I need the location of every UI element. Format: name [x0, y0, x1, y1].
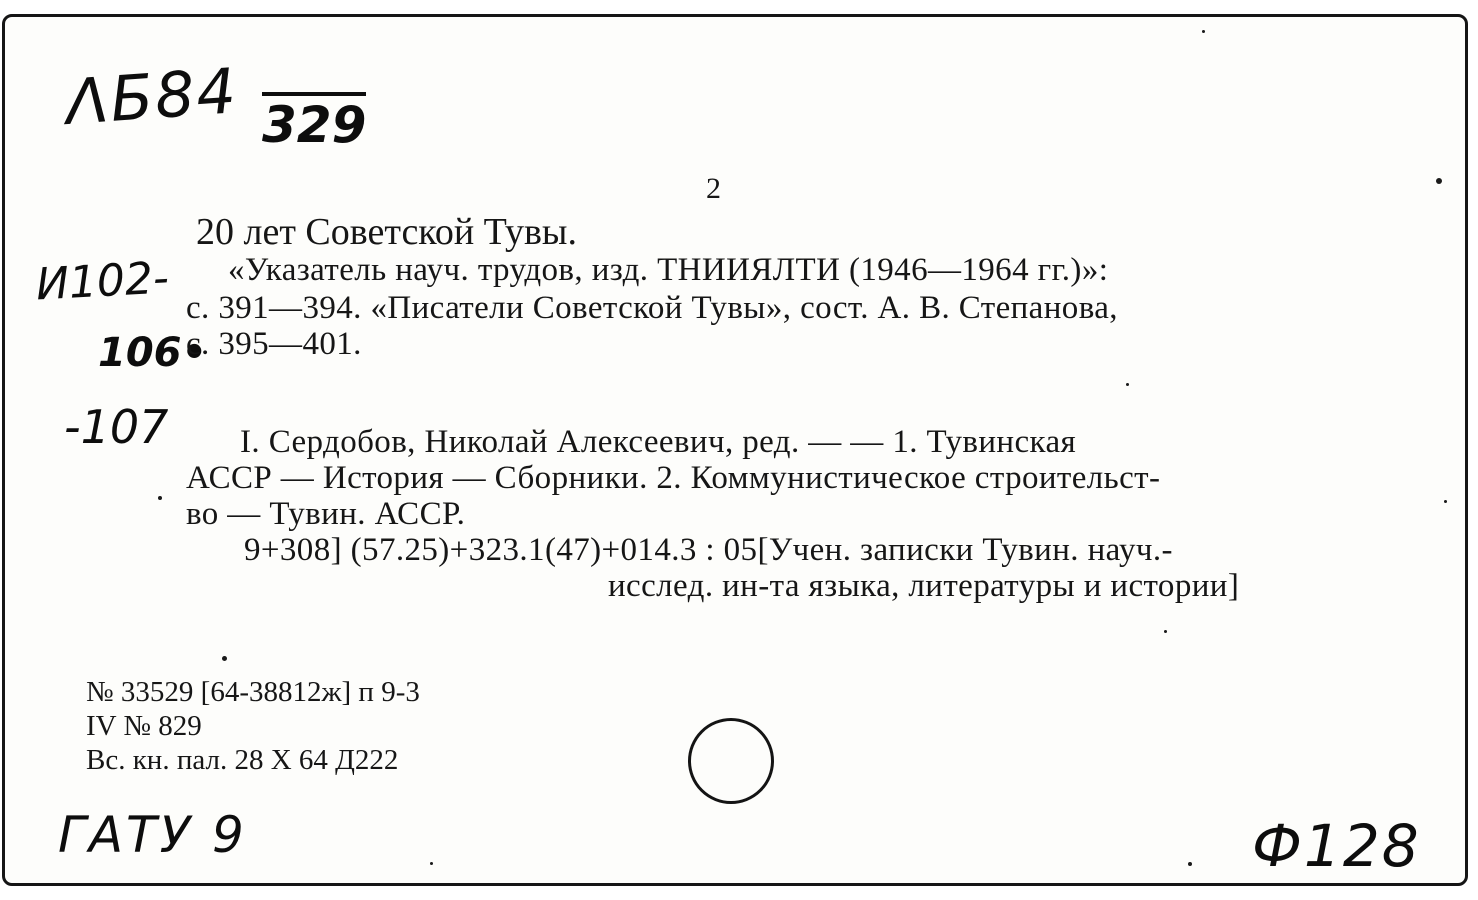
scan-speck [158, 496, 162, 500]
handwritten-call-number: ΛБ84 [63, 54, 241, 139]
footer-line: № 33529 [64-38812ж] п 9-3 [86, 676, 420, 708]
description-line: с. 391—394. «Писатели Советской Тувы», сост. А. В. Степанова, [186, 290, 1118, 326]
footer-line: Вс. кн. пал. 28 X 64 Д222 [86, 744, 399, 776]
scan-speck [1188, 862, 1192, 866]
handwritten-call-number-sub: 329 [262, 92, 366, 152]
description-line: «Указатель науч. трудов, изд. ТНИИЯЛТИ (1946—1964 гг.)»: [228, 252, 1109, 288]
scan-speck [1436, 178, 1442, 184]
tracings-line: АССР — История — Сборники. 2. Коммунистическое строительст- [186, 460, 1161, 496]
footer-line: IV № 829 [86, 710, 202, 742]
page-number: 2 [706, 172, 721, 205]
handwritten-margin-note: И102- [34, 252, 171, 311]
card-title: 20 лет Советской Тувы. [196, 211, 577, 253]
classification-line: 9+308] (57.25)+323.1(47)+014.3 : 05[Учен. записки Тувин. науч.- [244, 532, 1173, 568]
scan-speck [222, 656, 227, 661]
punch-hole [688, 718, 774, 804]
handwritten-location-note: ГАТУ 9 [58, 806, 247, 864]
scan-speck [1444, 500, 1447, 503]
handwritten-shelf-mark: Ф128 [1252, 812, 1421, 880]
handwritten-margin-note: 106• [98, 330, 208, 376]
description-line: с. 395—401. [186, 326, 362, 362]
scan-speck [1164, 630, 1167, 633]
scan-speck [430, 862, 433, 865]
classification-line: исслед. ин-та языка, литературы и истории] [608, 568, 1240, 604]
tracings-line: I. Сердобов, Николай Алексеевич, ред. — — 1. Тувинская [240, 424, 1077, 460]
scan-speck [1202, 30, 1205, 33]
handwritten-margin-note: -107 [64, 400, 169, 454]
scan-speck [1126, 383, 1129, 386]
tracings-line: во — Тувин. АССР. [186, 496, 466, 532]
